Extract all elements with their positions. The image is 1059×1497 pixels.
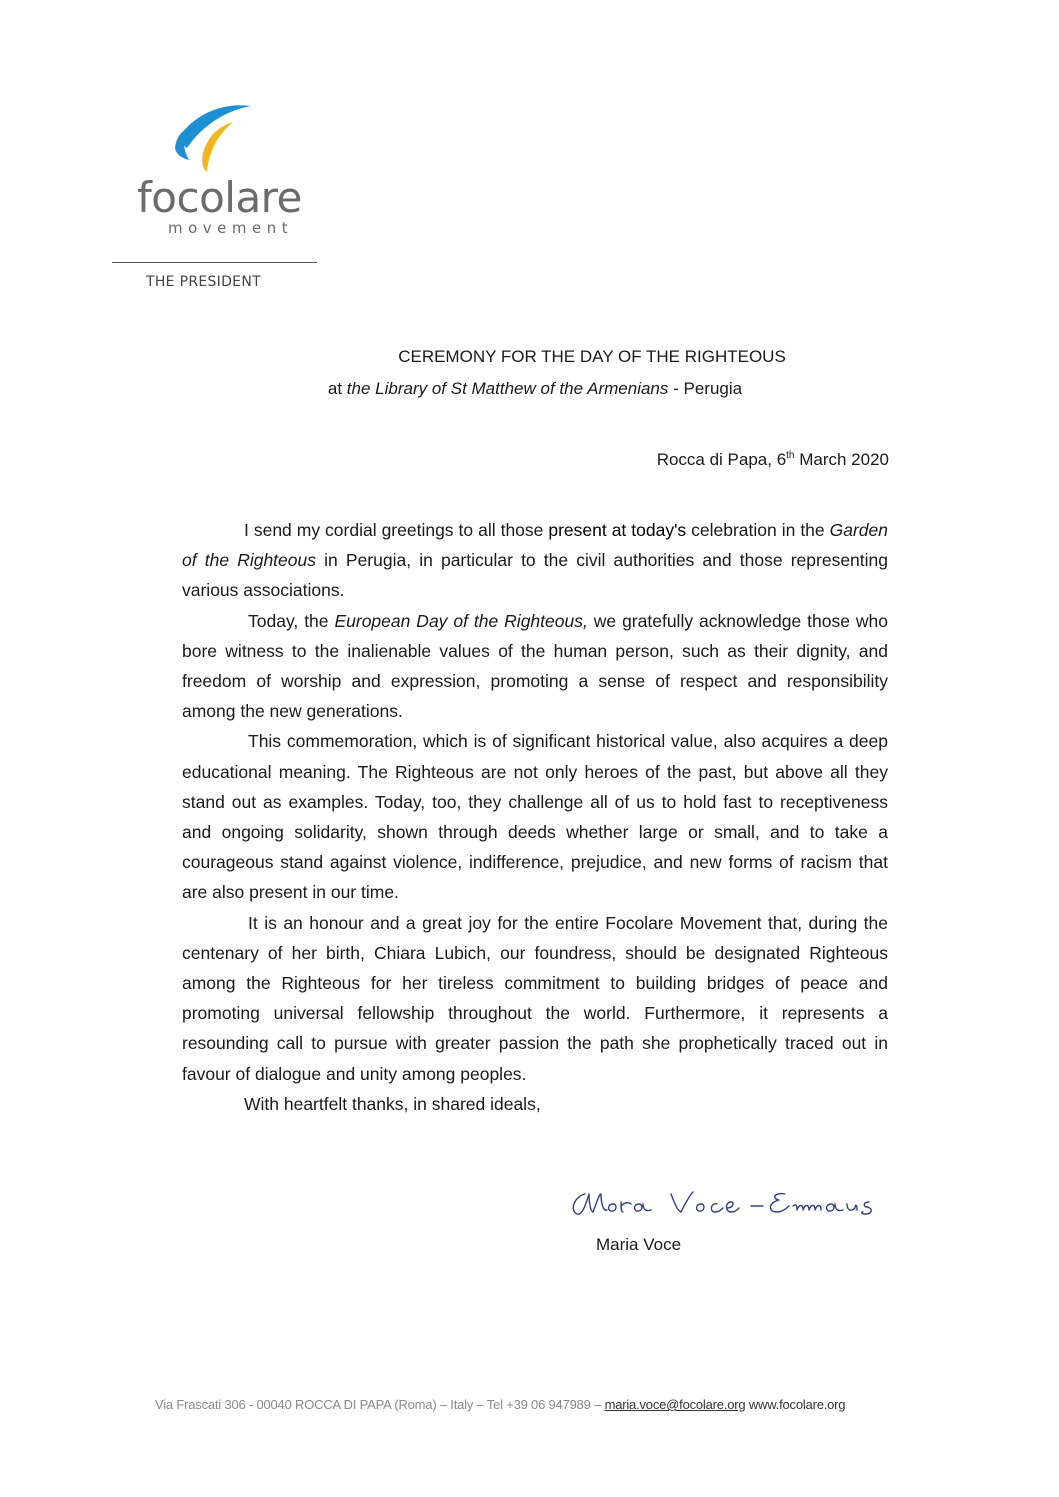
footer-address: Via Frascati 306 - 00040 ROCCA DI PAPA (Roma) – Italy – Tel +39 06 947989 – [155,1397,605,1412]
date-prefix: Rocca di Papa, 6 [656,450,787,469]
subtitle-venue: the Library of St Matthew of the Armenians [346,379,669,398]
document-subtitle [175,379,895,399]
subtitle-suffix: - Perugia [668,379,743,398]
text-italic: European Day of the Righteous, [334,610,588,631]
text-span: I send my cordial greetings to all those [244,520,549,540]
paragraph-european-day [182,606,888,727]
text-span: present at today's [548,520,687,540]
letter-date [657,450,889,470]
letter-footer [155,1397,935,1412]
text-span: Today, the [248,610,335,631]
logo-subtitle: movement [168,219,294,237]
letter-body [182,515,888,1119]
paragraph-closing: With heartfelt thanks, in shared ideals, [244,1093,541,1114]
focolare-logo-icon [173,100,253,176]
text-span: we gratefully acknowledge those who bore witness to the inalienable values of the human person, such as their dignity, and freedom of worship and expression, promoting a sense of respect and responsibility among the new generations. [182,610,888,722]
text-italic: Garden of the Righteous [182,520,888,571]
date-ordinal: th [786,450,795,461]
date-suffix: March 2020 [794,450,889,469]
signer-name: Maria Voce [596,1235,682,1254]
paragraph-honour: It is an honour and a great joy for the entire Focolare Movement that, during the centenary of her birth, Chiara Lubich, our foundress, should be designated Righteous among the Righteous for her tireless commitment to building bridges of peace and promoting universal fellowship throughout the world. Furthermore, it represents a resounding call to pursue with greater passion the path she prophetically traced out in favour of dialogue and unity among peoples. [182,912,888,1084]
paragraph-greeting [182,515,888,606]
text-span: in Perugia, in particular to the civil authorities and those representing various associations. [182,550,888,601]
footer-email-link[interactable]: maria.voce@focolare.org [604,1397,746,1412]
handwritten-signature [563,1180,883,1226]
footer-website-link[interactable]: www.focolare.org [745,1397,846,1412]
header-divider [112,262,317,263]
text-span: celebration in the [686,520,830,540]
logo-wordmark: focolare [137,173,302,222]
paragraph-commemoration: This commemoration, which is of significant historical value, also acquires a deep educational meaning. The Righteous are not only heroes of the past, but above all they stand out as examples. Today, too, they challenge all of us to hold fast to receptiveness and ongoing solidarity, shown through deeds whether large or small, and to take a courageous stand against violence, indifference, prejudice, and new forms of racism that are also present in our time. [182,731,888,903]
subtitle-prefix: at [327,379,347,398]
document-title: CEREMONY FOR THE DAY OF THE RIGHTEOUS [398,347,786,366]
sender-role: THE PRESIDENT [146,274,261,290]
